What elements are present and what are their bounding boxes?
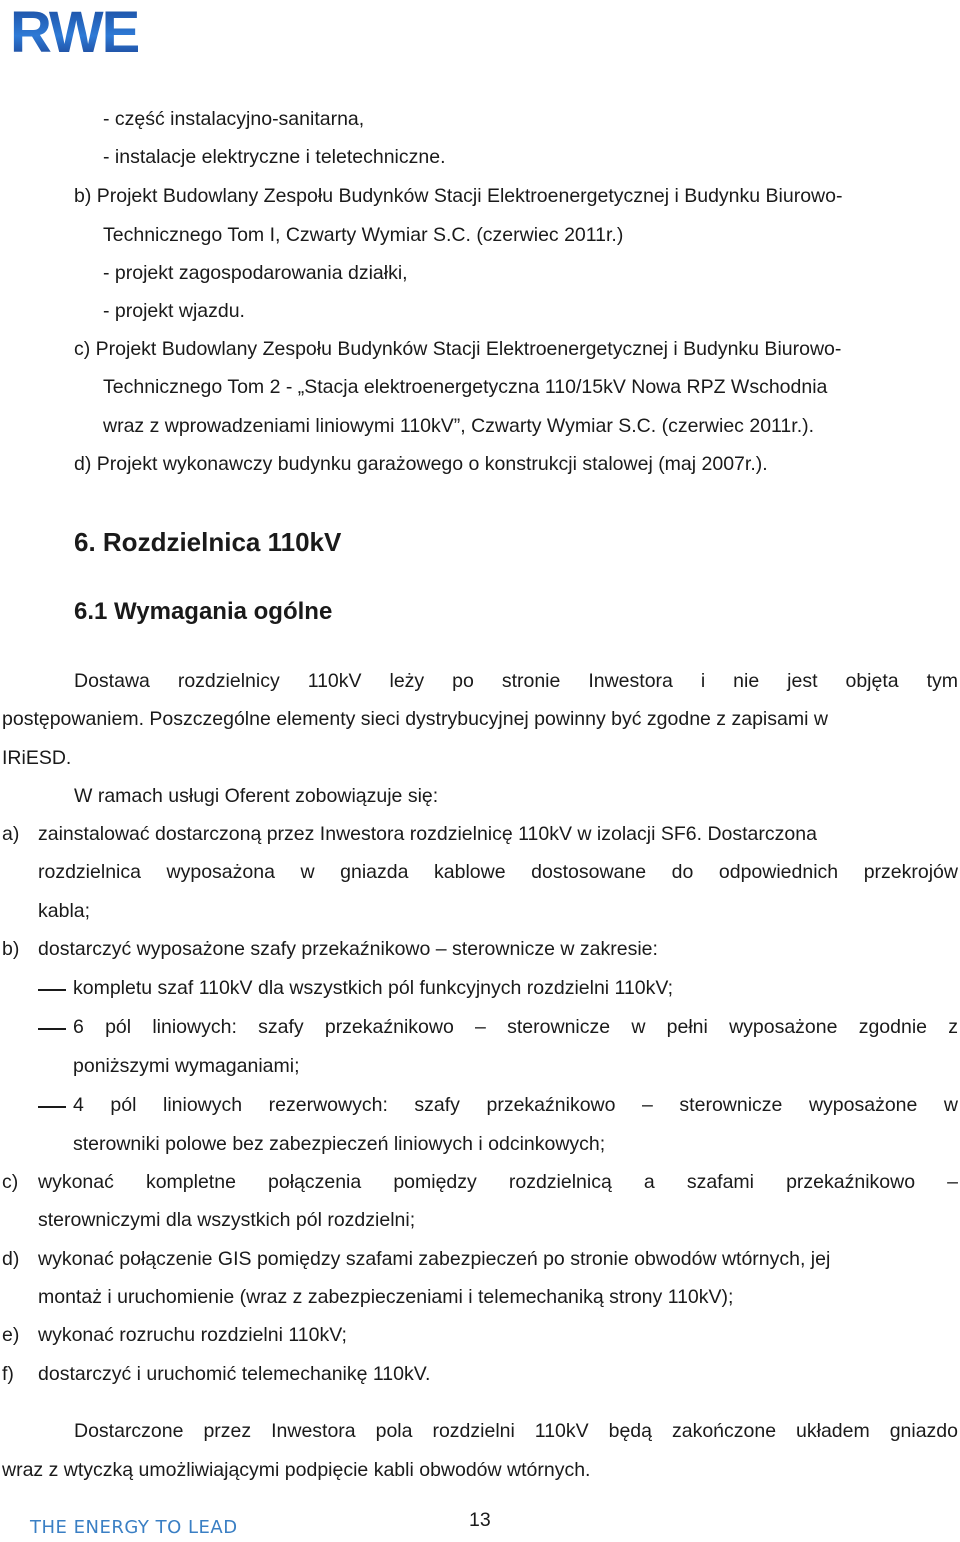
page-number: 13 — [469, 1509, 491, 1531]
item-a-line: kabla; — [38, 900, 91, 922]
paragraph-line: postępowaniem. Poszczególne elementy sieci dystrybucyjnej powinny być zgodne z zapisami w — [2, 708, 828, 730]
logo-text: RWE — [10, 0, 139, 65]
item-a-line: rozdzielnica wyposażona w gniazda kablowe dostosowane do odpowiednich przekrojów — [38, 861, 958, 883]
paragraph-line: IRiESD. — [2, 747, 72, 769]
list-item-c-cont: wraz z wprowadzeniami liniowymi 110kV”, Czwarty Wymiar S.C. (czerwiec 2011r.). — [103, 415, 815, 437]
item-label-b: b) — [2, 938, 20, 960]
list-line: - część instalacyjno-sanitarna, — [103, 108, 365, 130]
sub-item-line: kompletu szaf 110kV dla wszystkich pól funkcyjnych rozdzielni 110kV; — [73, 977, 674, 999]
item-d-line: wykonać połączenie GIS pomiędzy szafami zabezpieczeń po stronie obwodów wtórnych, jej — [38, 1248, 831, 1270]
list-item-b-cont: Technicznego Tom I, Czwarty Wymiar S.C. (czerwiec 2011r.) — [103, 224, 624, 246]
list-line: - instalacje elektryczne i teletechniczne. — [103, 146, 446, 168]
dash-bullet — [38, 1028, 66, 1030]
item-d-line: montaż i uruchomienie (wraz z zabezpieczeniami i telemechaniką strony 110kV); — [38, 1286, 734, 1308]
item-c-line: sterowniczymi dla wszystkich pól rozdzielni; — [38, 1209, 416, 1231]
item-c-line: wykonać kompletne połączenia pomiędzy rozdzielnicą a szafami przekaźnikowo – — [38, 1171, 958, 1193]
paragraph-line: wraz z wtyczką umożliwiającymi podpięcie kabli obwodów wtórnych. — [2, 1459, 591, 1481]
sub-item-line: poniższymi wymaganiami; — [73, 1055, 300, 1077]
list-item-c-cont: Technicznego Tom 2 - „Stacja elektroenergetyczna 110/15kV Nowa RPZ Wschodnia — [103, 376, 828, 398]
section-title: 6. Rozdzielnica 110kV — [74, 527, 342, 557]
item-label-d: d) — [2, 1248, 20, 1270]
item-label-a: a) — [2, 823, 20, 845]
paragraph-line: W ramach usługi Oferent zobowiązuje się: — [74, 785, 439, 807]
item-e-line: wykonać rozruchu rozdzielni 110kV; — [38, 1324, 347, 1346]
sub-item-line: sterowniki polowe bez zabezpieczeń liniowych i odcinkowych; — [73, 1133, 606, 1155]
rwe-logo — [10, 0, 139, 65]
list-line: - projekt wjazdu. — [103, 300, 245, 322]
footer-tagline: THE ENERGY TO LEAD — [30, 1517, 238, 1538]
paragraph-line: Dostarczone przez Inwestora pola rozdzielni 110kV będą zakończone układem gniazdo — [74, 1420, 958, 1442]
subsection-title: 6.1 Wymagania ogólne — [74, 598, 333, 625]
item-a-line: zainstalować dostarczoną przez Inwestora rozdzielnicę 110kV w izolacji SF6. Dostarczona — [38, 823, 817, 845]
item-label-e: e) — [2, 1324, 20, 1346]
list-item-d: d) Projekt wykonawczy budynku garażowego o konstrukcji stalowej (maj 2007r.). — [74, 453, 768, 475]
paragraph-line: Dostawa rozdzielnicy 110kV leży po stronie Inwestora i nie jest objęta tym — [74, 670, 958, 692]
list-line: - projekt zagospodarowania działki, — [103, 262, 408, 284]
item-f-line: dostarczyć i uruchomić telemechanikę 110kV. — [38, 1363, 431, 1385]
item-b-line: dostarczyć wyposażone szafy przekaźnikowo – sterownicze w zakresie: — [38, 938, 658, 960]
item-label-c: c) — [2, 1171, 19, 1193]
sub-item-line: 6 pól liniowych: szafy przekaźnikowo – sterownicze w pełni wyposażone zgodnie z — [73, 1016, 958, 1038]
item-label-f: f) — [2, 1363, 14, 1385]
sub-item-line: 4 pól liniowych rezerwowych: szafy przekaźnikowo – sterownicze wyposażone w — [73, 1094, 958, 1116]
dash-bullet — [38, 1106, 66, 1108]
list-item-c: c) Projekt Budowlany Zespołu Budynków Stacji Elektroenergetycznej i Budynku Biurowo- — [74, 338, 842, 360]
list-item-b: b) Projekt Budowlany Zespołu Budynków Stacji Elektroenergetycznej i Budynku Biurowo- — [74, 185, 843, 207]
dash-bullet — [38, 989, 66, 991]
